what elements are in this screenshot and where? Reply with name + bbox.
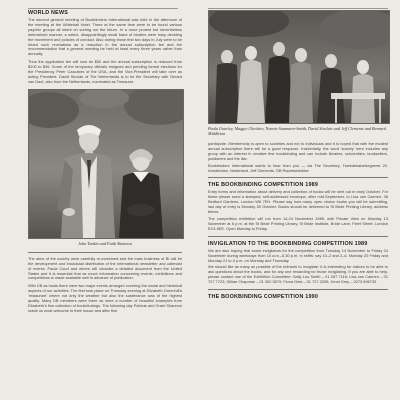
events-paragraph: With DB as hosts there were two major events arranged covering the social and historical aspects of our activities. The first took place on Thursday evening at Elizabeth Greenhill's 'restaurant' where not only the weather but also the sustenance was of the highest quality. Many DB members were there as were a number of beautiful examples from Elizabeth's fine collection of bookbindings. The following day Patricia and Grant Shannon made us most welcome to their house and after fine bbox=[28, 283, 182, 313]
section-title-world-news: WORLD NEWS bbox=[28, 10, 69, 16]
world-news-paragraph: Thus the application fee will now be $50 and the annual subscription is reduced from $100 to $36. Some of the temporary officials resigned and pending formal elections for the Presidency Peter Czaczkes of the USA, and the Vice-President will take over as acting President. David Sinclair of The Netherlands is to be the Secretary with Gerard van Dael, also from the Netherlands, nominated as Treasurer. bbox=[28, 59, 182, 84]
right-column bbox=[208, 10, 388, 302]
invigilation-paragraph: We should like as many as possible of the entrants to invigilate: it is interesting for visitors to be able to ask questions about the books, and for any one rewarding for those invigilating. If you are able to help, please contact one of the Exhibition Committee: Sally Lou Smith – 01 267 7116; Lisa van Caenen – 01 727 7723; Gillian Chapman – 01 302 5570; Fiona Grist – 01 727 2295; Jenni Grey – 0273 696733 bbox=[208, 264, 388, 285]
competition-paragraph: The competition exhibition will run from 14-24 November 1989, with Private View on Monday 13 November at 6 p.m. at the St Bride Printing Library, St Bride Institute, Bride Lane, Fleet Street, London EC4 8EE. Open Monday to Friday. bbox=[208, 215, 388, 231]
photo-group-garden-image bbox=[209, 11, 389, 123]
section-divider bbox=[208, 289, 388, 290]
top-rule-right bbox=[208, 8, 388, 9]
invigilation-paragraph: We are also hoping that some invigilators for the competition from Tuesday 14 November to Friday 24 November during weekdays from 10 a.m.–5.30 p.m. in shifts: say 10–2 and 2–6. Monday 20 Friday and Monday 21 to 4 p.m. on Monday and Thursday. bbox=[208, 247, 388, 263]
photo-group-garden bbox=[208, 10, 390, 124]
society-aims-paragraph: The aims of the society were carefully re-examined and the main business of BI will be the development and broadcast distribution of the international newsletter and calendar of events. Paula Court and others will circulate a detailed document from the United States and it is essential that as much information concerning events, exhibitions and competitions is made available well in advance of publication. bbox=[28, 255, 182, 281]
section-title-competition-1990: THE BOOKBINDING COMPETITION 1990 bbox=[208, 294, 319, 301]
left-column bbox=[28, 10, 182, 317]
contact-paragraph: Bookbinders International wants to hear from you — via The Secretary, Tweedekabelsegreest 20, Amsterdam, Nederland. Jeff Clements, DB Representative bbox=[208, 162, 388, 173]
world-news-paragraph: The second general meeting of Bookbinders International was held in the afternoon of the meeting at the Whitehall Hotel. There at the same time were to be found various paychic groups all intent on sorting out the future. In a more protest but nevertheless determined manner, a select, disappointingly small band of binders were busy deciding the movement and policies of conduct. Also during those first two days in July were to be heard such revelations as a reduction in the annual subscription fee and the recommendation that a general meeting be held at least every three years rather than annually. bbox=[28, 17, 182, 57]
membership-paragraph: participate. Membership is open to societies and not to individuals and it is hoped that with the modest annual subscription there will be a good response. Incidentally, the word 'society' here includes any group with an interest in creative fine bookbinding and can include libraries, universities, booksellers, publishers and the like. bbox=[208, 141, 388, 161]
photo-caption-left: John Tonkin and Faith Shannon bbox=[78, 240, 132, 246]
section-title-invigilation: INVIGILATION TO THE BOOKBINDING COMPETITION 1989 bbox=[208, 240, 368, 247]
section-divider bbox=[28, 252, 182, 253]
photo-caption-right: Paula Gourley, Maggie Cheshire, Nonnie Saumarez-Smith, David Sinclair and Jeff Clements and Bernard Middleton bbox=[208, 126, 386, 136]
top-rule-left bbox=[28, 8, 178, 9]
photo-tonkin-shannon-image bbox=[29, 90, 183, 238]
section-divider bbox=[208, 177, 388, 178]
competition-paragraph: Entry forms and information about delivery and collection of books will be sent out in early October. For these please send a stamped, self-addressed envelope, after mid-September, to Lisa van Caenen, 36 Bedford Gardens, London W8 7EH. Please say how many open choice books you will be submitting, last day of entry is Monday 30 October. Books should be delivered to St Bride Printing Library, address below. bbox=[208, 189, 388, 215]
section-divider bbox=[208, 236, 388, 237]
photo-tonkin-shannon bbox=[28, 89, 184, 239]
section-title-competition-1989: THE BOOKBINDING COMPETITION 1989 bbox=[208, 182, 319, 189]
